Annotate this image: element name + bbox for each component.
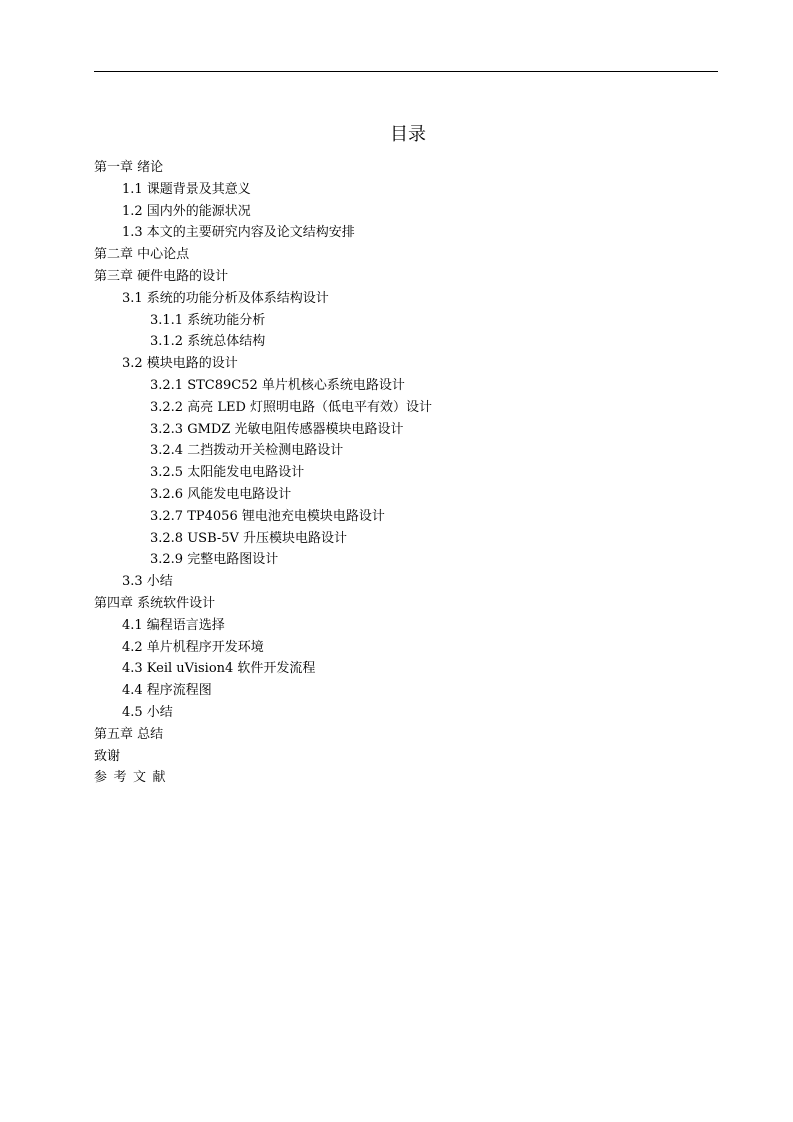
toc-entry-text: 3.2.4 二挡拨动开关检测电路设计 <box>150 443 344 459</box>
toc-entry[interactable] <box>0 288 793 310</box>
toc-entry[interactable] <box>0 222 793 244</box>
toc-entry[interactable] <box>0 528 793 550</box>
toc-entry[interactable] <box>0 157 793 179</box>
toc-entry-text: 1.1 课题背景及其意义 <box>122 181 251 197</box>
toc-entry-text: 3.2.8 USB-5V 升压模块电路设计 <box>150 530 348 546</box>
toc-entry-text: 3.2.2 高亮 LED 灯照明电路（低电平有效）设计 <box>150 399 433 415</box>
toc-entry-text: 第二章 中心论点 <box>94 247 190 263</box>
toc-entry-text: 第三章 硬件电路的设计 <box>94 268 229 284</box>
toc-entry[interactable] <box>0 462 793 484</box>
toc-entry[interactable] <box>0 397 793 419</box>
toc-entry-text: 致谢 <box>94 748 121 764</box>
toc-entry[interactable] <box>0 615 793 637</box>
toc-entry-text: 3.2.3 GMDZ 光敏电阻传感器模块电路设计 <box>150 421 404 437</box>
toc-entry[interactable] <box>0 593 793 615</box>
toc-entry-text: 3.1.2 系统总体结构 <box>150 334 266 350</box>
toc-entry[interactable] <box>0 244 793 266</box>
toc-entry-text: 3.2.7 TP4056 锂电池充电模块电路设计 <box>150 508 385 524</box>
toc-entry[interactable] <box>0 680 793 702</box>
toc-entry[interactable] <box>0 724 793 746</box>
toc-entry[interactable] <box>0 658 793 680</box>
toc-entry-text: 1.2 国内外的能源状况 <box>122 203 251 219</box>
toc-entry[interactable] <box>0 506 793 528</box>
toc-entry[interactable] <box>0 767 793 789</box>
toc-entry-text: 第五章 总结 <box>94 726 164 742</box>
toc-entry[interactable] <box>0 571 793 593</box>
toc-entry[interactable] <box>0 484 793 506</box>
toc-entry-text: 1.3 本文的主要研究内容及论文结构安排 <box>122 225 355 241</box>
toc-entry-text: 第一章 绪论 <box>94 160 164 175</box>
toc-entry[interactable] <box>0 440 793 462</box>
toc-entry[interactable] <box>0 419 793 441</box>
toc-entry[interactable] <box>0 746 793 768</box>
toc-title: 目录 <box>390 124 426 145</box>
header-rule <box>94 71 718 72</box>
toc-entry-text: 4.4 程序流程图 <box>122 683 212 699</box>
toc-entry-text: 第四章 系统软件设计 <box>94 595 216 611</box>
toc-entry-text: 3.2.9 完整电路图设计 <box>150 552 279 568</box>
toc-list <box>0 157 793 789</box>
toc-entry-text: 3.2.1 STC89C52 单片机核心系统电路设计 <box>150 377 405 393</box>
toc-entry-text: 4.2 单片机程序开发环境 <box>122 639 264 655</box>
toc-entry-text: 3.2.6 风能发电电路设计 <box>150 486 292 502</box>
toc-entry-text: 参考文献 <box>94 770 173 786</box>
toc-entry[interactable] <box>0 201 793 223</box>
toc-entry-text: 3.2.5 太阳能发电电路设计 <box>150 465 305 481</box>
toc-entry[interactable] <box>0 331 793 353</box>
toc-entry-text: 3.3 小结 <box>122 574 173 590</box>
toc-entry[interactable] <box>0 266 793 288</box>
toc-entry-text: 3.2 模块电路的设计 <box>122 356 238 372</box>
toc-entry-text: 4.5 小结 <box>122 704 173 720</box>
toc-entry[interactable] <box>0 353 793 375</box>
toc-entry-text: 4.1 编程语言选择 <box>122 617 225 633</box>
toc-entry[interactable] <box>0 549 793 571</box>
toc-entry[interactable] <box>0 310 793 332</box>
toc-entry-text: 3.1 系统的功能分析及体系结构设计 <box>122 290 329 306</box>
toc-entry[interactable] <box>0 637 793 659</box>
toc-entry-text: 4.3 Keil uVision4 软件开发流程 <box>122 661 316 677</box>
toc-entry[interactable] <box>0 702 793 724</box>
toc-entry[interactable] <box>0 375 793 397</box>
toc-entry-text: 3.1.1 系统功能分析 <box>150 312 266 328</box>
toc-entry[interactable] <box>0 179 793 201</box>
